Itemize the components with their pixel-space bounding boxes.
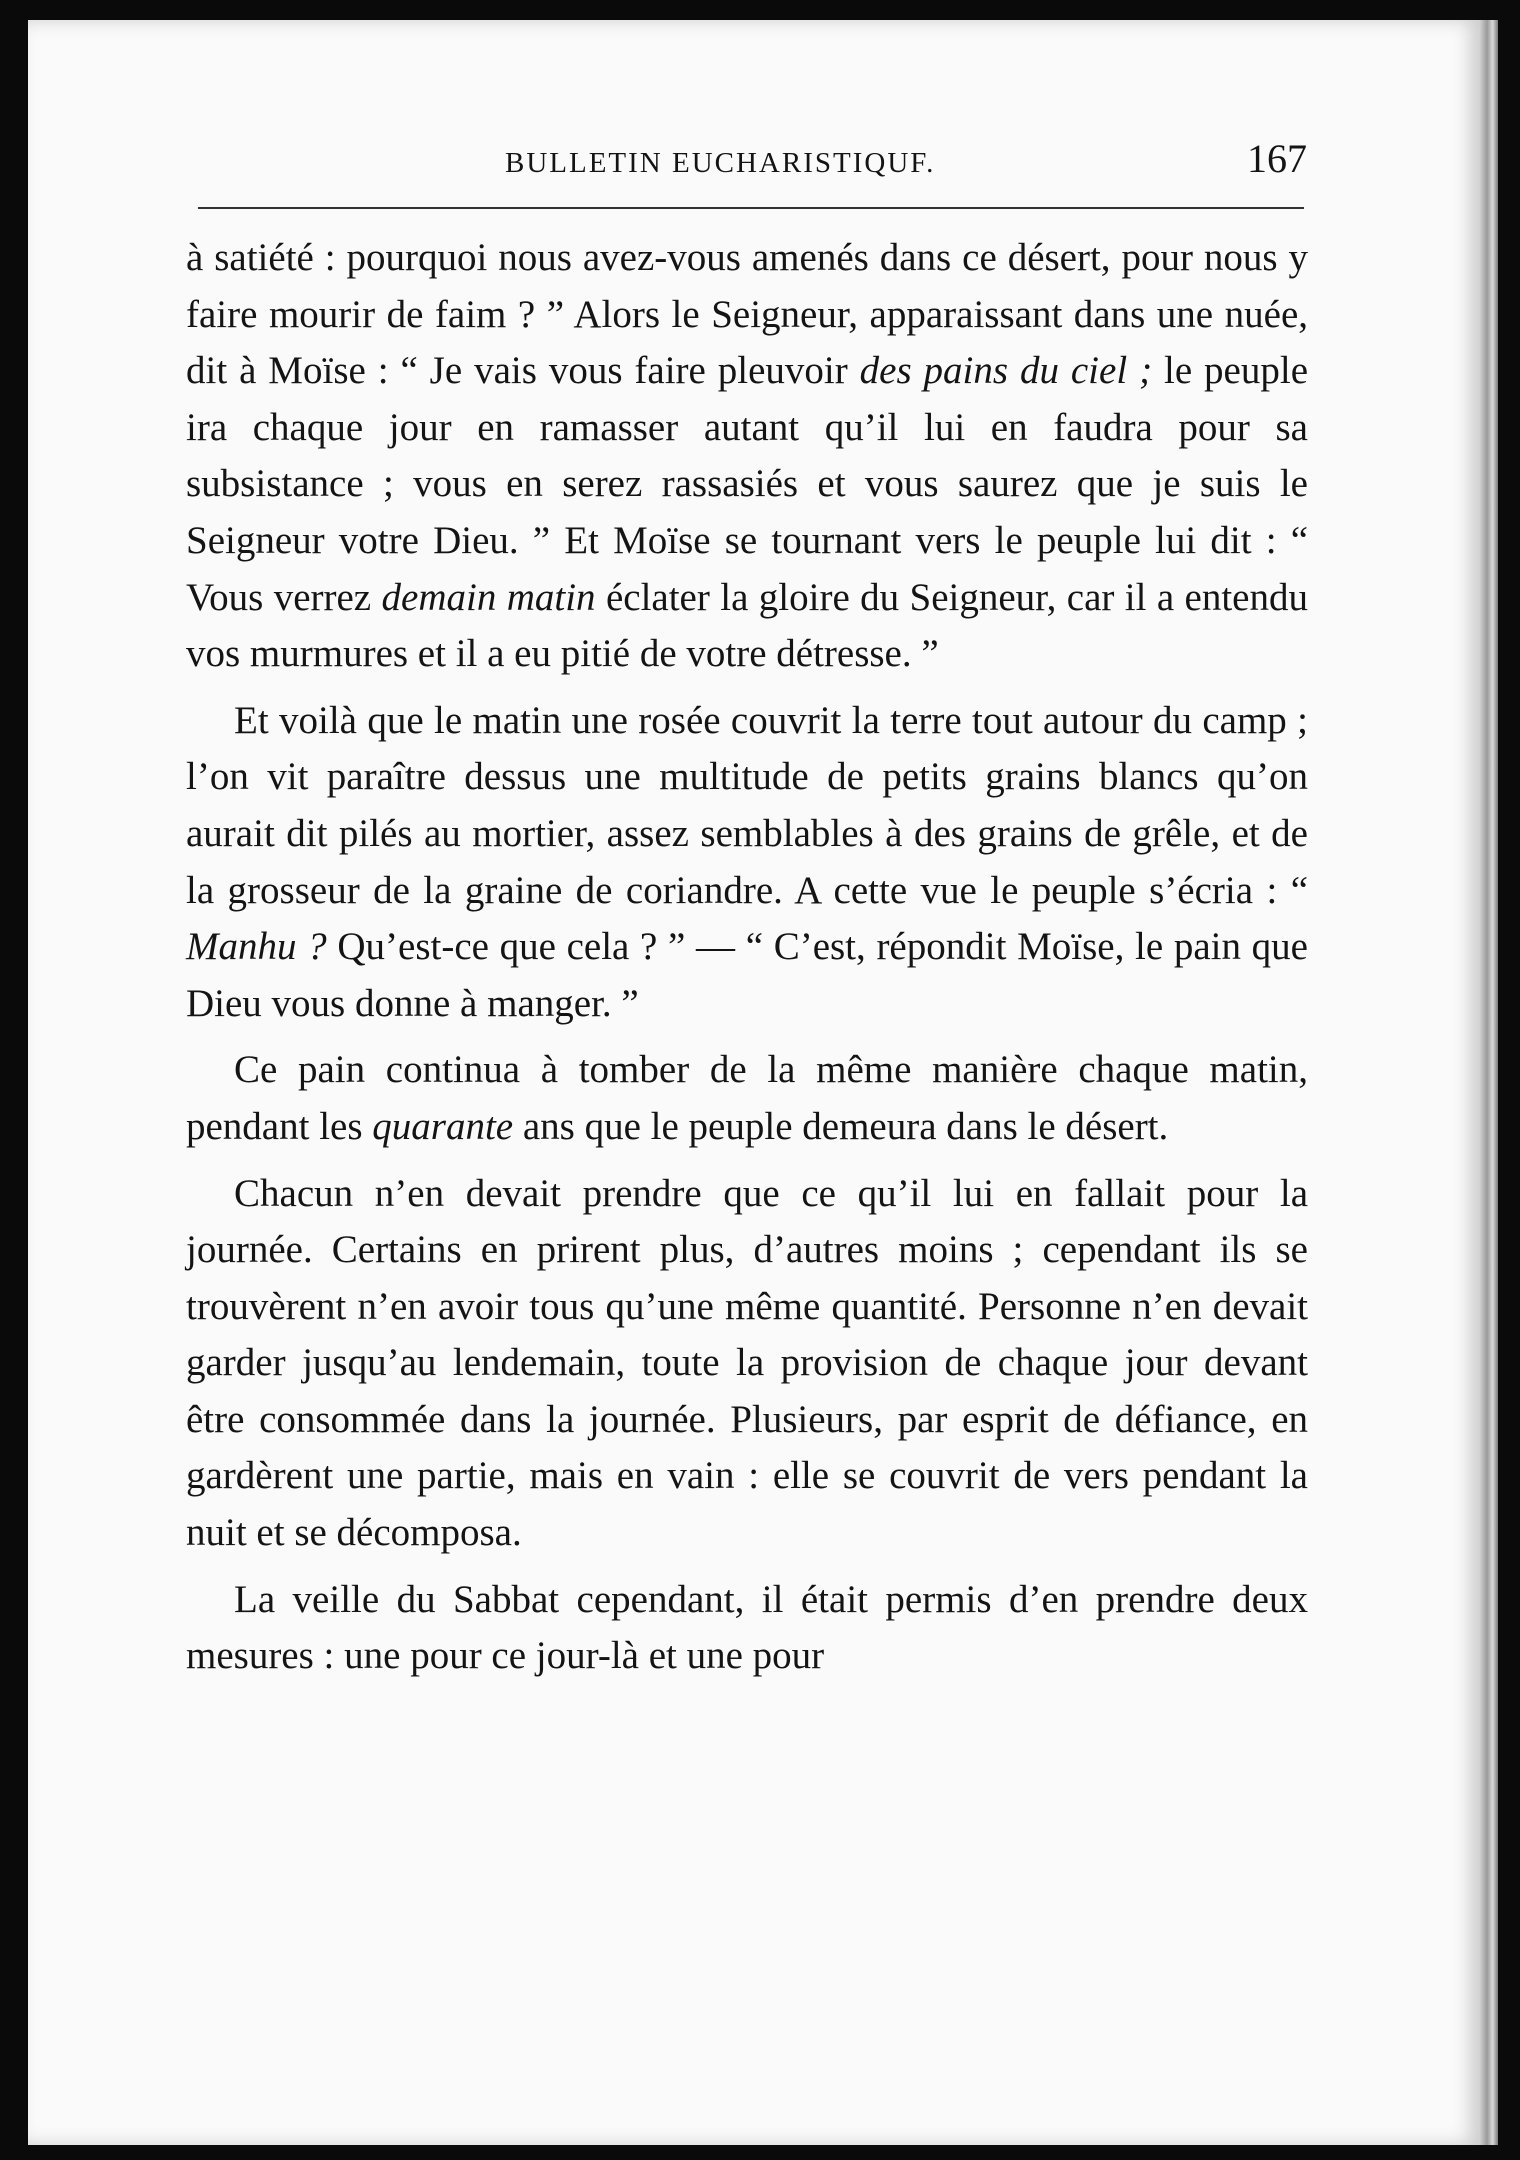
italic-segment: demain matin: [381, 575, 596, 619]
text-segment: Chacun n’en devait prendre que ce qu’il lui en fallait pour la journée. Certains en prirent plus, d’autres moins ; cependant ils se trouvèrent n’en avoir tous qu’une même quantité. Personne n’en devait garder jusqu’au lendemain, toute la provision de chaque jour devant être consommée dans la journée. Plusieurs, par esprit de défiance, en gardèrent une partie, mais en vain : elle se couvrit de vers pendant la nuit et se décomposa.: [186, 1171, 1308, 1555]
paragraph-1: [186, 230, 1308, 683]
running-head: [185, 135, 1307, 195]
text-segment: éclater la gloire du Seigneur, car il a entendu vos murmures et il a eu pitié de votre détresse. ”: [186, 575, 1308, 676]
text-segment: Ce pain continua à tomber de la même manière chaque matin, pendant les: [186, 1048, 1308, 1148]
paragraph-5: [186, 1572, 1308, 1685]
italic-segment: quarante: [372, 1104, 514, 1148]
italic-segment: Manhu ?: [186, 925, 327, 969]
text-segment: Et voilà que le matin une rosée couvrit la terre tout autour du camp ; l’on vit paraître dessus une multitude de petits grains blancs qu’on aurait dit pilés au mortier, assez semblables à des grains de grêle, et de la grosseur de la graine de coriandre. A cette vue le peuple s’écria : “: [186, 698, 1308, 912]
paragraph-4: [186, 1166, 1308, 1562]
page-number: 167: [1247, 136, 1307, 181]
header-rule: [198, 207, 1304, 209]
text-segment: La veille du Sabbat cependant, il était permis d’en prendre deux mesures : une pour ce jour-là et une pour: [186, 1577, 1308, 1678]
body-text: [186, 230, 1308, 1695]
page-edge: [1480, 20, 1498, 2145]
text-segment: Qu’est-ce que cela ? ” — “ C’est, répondit Moïse, le pain que Dieu vous donne à manger. ”: [186, 925, 1308, 1025]
italic-segment: des pains du ciel ;: [859, 349, 1153, 393]
running-title: BULLETIN EUCHARISTIQUF.: [505, 147, 936, 179]
text-segment: ans que le peuple demeura dans le désert.: [513, 1104, 1169, 1148]
text-segment: à satiété : pourquoi nous avez-vous amenés dans ce désert, pour nous y faire mourir de faim ? ” Alors le Seigneur, apparaissant dans une nuée, dit à Moïse : “ Je vais vous faire pleuvoir: [186, 236, 1308, 393]
text-segment: le peuple ira chaque jour en ramasser autant qu’il lui en faudra pour sa subsistance ; vous en serez rassasiés et vous saurez que je suis le Seigneur votre Dieu. ” Et Moïse se tournant vers le peuple lui dit : “ Vous verrez: [186, 349, 1309, 619]
paragraph-3: [186, 1042, 1308, 1155]
paragraph-2: [186, 693, 1308, 1033]
